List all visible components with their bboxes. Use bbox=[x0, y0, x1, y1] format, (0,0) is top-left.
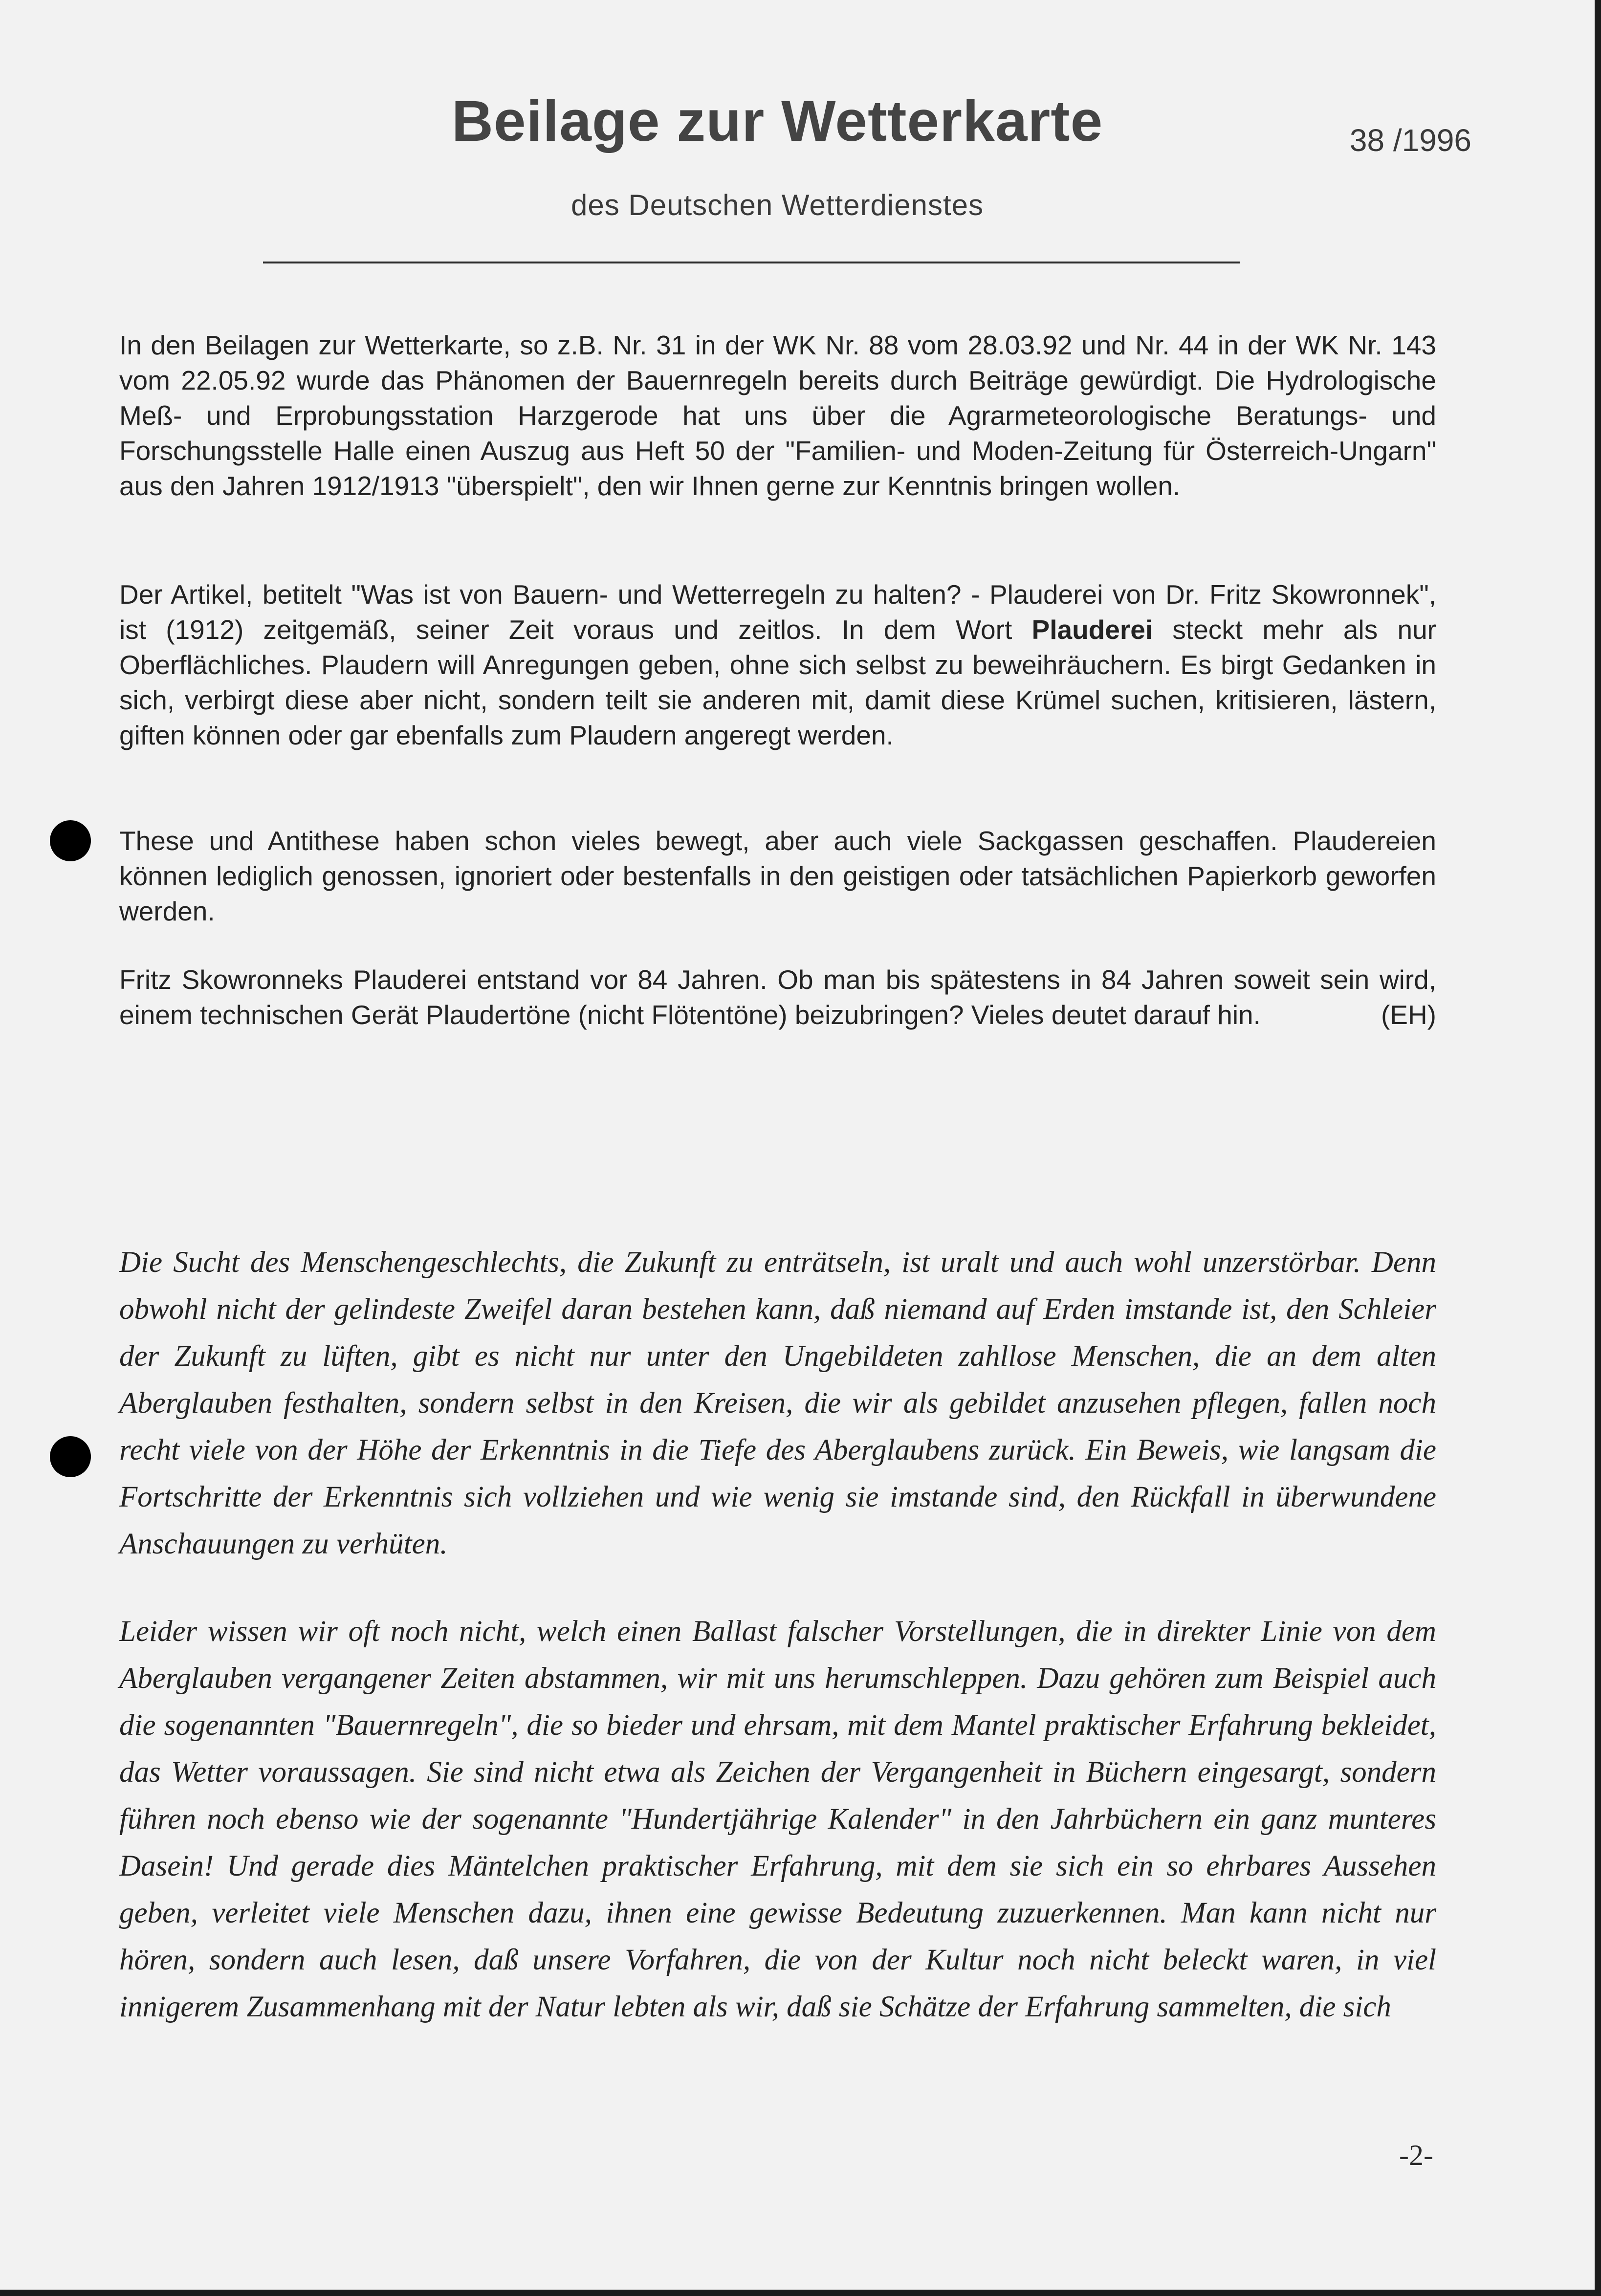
punch-hole-bottom bbox=[50, 1436, 91, 1477]
intro-paragraph-3: These und Antithese haben schon vieles bewegt, aber auch viele Sackgassen geschaffen. Plaudereien können lediglich genossen, ignoriert oder bestenfalls in den geistigen oder tatsächlichen Papierkorb geworfen werden. bbox=[119, 826, 1436, 926]
issue-number: 38 /1996 bbox=[1349, 123, 1471, 158]
intro-paragraph-2-end: steckt mehr als nur Oberflächliches. Plaudern will Anregungen geben, ohne sich selbst zu beweihräuchern. Es birgt Gedanken in sich, verbirgt diese aber nicht, sondern teilt sie anderen mit, damit diese Krümel suchen, kritisieren, lästern, giften können oder gar ebenfalls zum Plaudern angeregt werden. bbox=[119, 614, 1436, 750]
author-initials: (EH) bbox=[1381, 1000, 1436, 1030]
header-divider bbox=[263, 262, 1240, 263]
document-subtitle: des Deutschen Wetterdienstes bbox=[570, 189, 984, 221]
intro-paragraph-1: In den Beilagen zur Wetterkarte, so z.B. Nr. 31 in der WK Nr. 88 vom 28.03.92 und Nr. 44 in der WK Nr. 143 vom 22.05.92 wurde das Phänomen der Bauernregeln bereits durch Beiträge gewürdigt. Die Hydrologische Meß- und Erprobungsstation Harzgerode hat uns über die Agrarmeteorologische Beratungs- und Forschungsstelle Halle einen Auszug aus Heft 50 der "Familien- und Moden-Zeitung für Österreich-Ungarn" aus den Jahren 1912/1913 "überspielt", den wir Ihnen gerne zur Kenntnis bringen wollen. bbox=[119, 330, 1436, 501]
intro-paragraph-4 bbox=[119, 962, 1436, 1032]
punch-hole-top bbox=[50, 820, 91, 861]
intro-paragraph-2-start: Der Artikel, betitelt "Was ist von Bauern- und Wetterregeln zu halten? - Plauderei von Dr. Fritz Skowronnek", ist (1912) zeitgemäß, seiner Zeit voraus und zeitlos. In dem Wort bbox=[119, 579, 1436, 645]
essay-paragraph-2: Leider wissen wir oft noch nicht, welch einen Ballast falscher Vorstellungen, die in direkter Linie von dem Aberglauben vergangener Zeiten abstammen, wir mit uns herumschleppen. Dazu gehören zum Beispiel auch die sogenannten "Bauernregeln", die so bieder und ehrsam, mit dem Mantel praktischer Erfahrung bekleidet, das Wetter voraussagen. Sie sind nicht etwa als Zeichen der Vergangenheit in Büchern eingesargt, sondern führen noch ebenso wie der sogenannte "Hundertjährige Kalender" in den Jahrbüchern ein ganz munteres Dasein! Und gerade dies Mäntelchen praktischer Erfahrung, mit dem sie sich ein so ehrbares Aussehen geben, verleitet viele Menschen dazu, ihnen eine gewisse Bedeutung zuzuerkennen. Man kann nicht nur hören, sondern auch lesen, daß unsere Vorfahren, die von der Kultur noch nicht beleckt waren, in viel innigerem Zusammenhang mit der Natur lebten als wir, daß sie Schätze der Erfahrung sammelten, die sich bbox=[119, 1615, 1436, 2023]
intro-paragraph-2 bbox=[119, 577, 1436, 753]
page-number: -2- bbox=[1399, 2139, 1433, 2171]
emphasis-plauderei: Plauderei bbox=[1031, 614, 1153, 645]
intro-paragraph-4-text: Fritz Skowronneks Plauderei entstand vor 84 Jahren. Ob man bis spätestens in 84 Jahren soweit sein wird, einem technischen Gerät Plaudertöne (nicht Flötentöne) beizubringen? Vieles deutet darauf hin. bbox=[119, 964, 1436, 1030]
essay-paragraph-1: Die Sucht des Menschengeschlechts, die Zukunft zu enträtseln, ist uralt und auch wohl unzerstörbar. Denn obwohl nicht der gelindeste Zweifel daran bestehen kann, daß niemand auf Erden imstande ist, den Schleier der Zukunft zu lüften, gibt es nicht nur unter den Ungebildeten zahllose Menschen, die an dem alten Aberglauben festhalten, sondern selbst in den Kreisen, die wir als gebildet anzusehen pflegen, fallen noch recht viele von der Höhe der Erkenntnis in die Tiefe des Aberglaubens zurück. Ein Beweis, wie langsam die Fortschritte der Erkenntnis sich vollziehen und wie wenig sie imstande sind, den Rückfall in überwundene Anschauungen zu verhüten. bbox=[119, 1246, 1436, 1560]
document-title: Beilage zur Wetterkarte bbox=[451, 89, 1103, 153]
